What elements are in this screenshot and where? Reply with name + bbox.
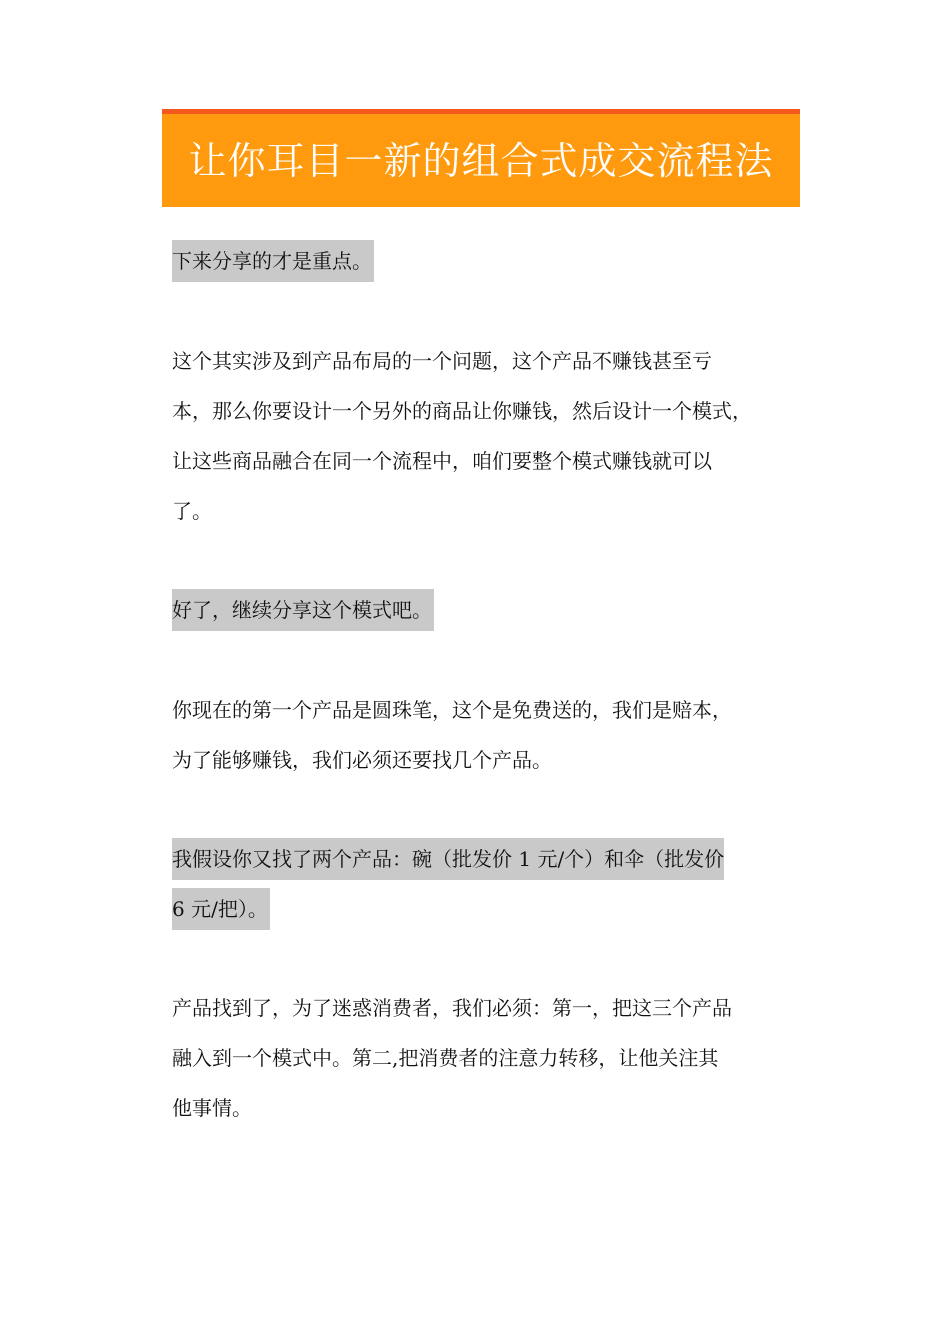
highlighted-text: 我假设你又找了两个产品：碗（批发价 1 元/个）和伞（批发价 (172, 838, 724, 880)
title-banner (162, 109, 800, 207)
highlighted-text: 好了，继续分享这个模式吧。 (172, 589, 434, 631)
text-line: 你现在的第一个产品是圆珠笔，这个是免费送的，我们是赔本， (172, 698, 732, 722)
text-line: 融入到一个模式中。第二,把消费者的注意力转移，让他关注其 (172, 1046, 719, 1070)
text-line: 为了能够赚钱，我们必须还要找几个产品。 (172, 748, 552, 772)
paragraph-3 (172, 585, 792, 635)
paragraph-1 (172, 236, 792, 286)
paragraph-6 (172, 983, 792, 1133)
text-line: 本，那么你要设计一个另外的商品让你赚钱，然后设计一个模式， (172, 399, 752, 423)
text-line: 他事情。 (172, 1096, 252, 1120)
banner-title: 让你耳目一新的组合式成交流程法 (188, 139, 774, 183)
text-line: 这个其实涉及到产品布局的一个问题，这个产品不赚钱甚至亏 (172, 349, 712, 373)
highlighted-text: 下来分享的才是重点。 (172, 240, 374, 282)
paragraph-5 (172, 834, 792, 934)
text-line: 让这些商品融合在同一个流程中，咱们要整个模式赚钱就可以 (172, 449, 712, 473)
paragraph-4 (172, 685, 792, 785)
highlighted-text: 6 元/把）。 (172, 888, 270, 930)
text-line: 了。 (172, 499, 212, 523)
paragraph-2 (172, 336, 792, 536)
text-line: 产品找到了，为了迷惑消费者，我们必须：第一，把这三个产品 (172, 996, 732, 1020)
